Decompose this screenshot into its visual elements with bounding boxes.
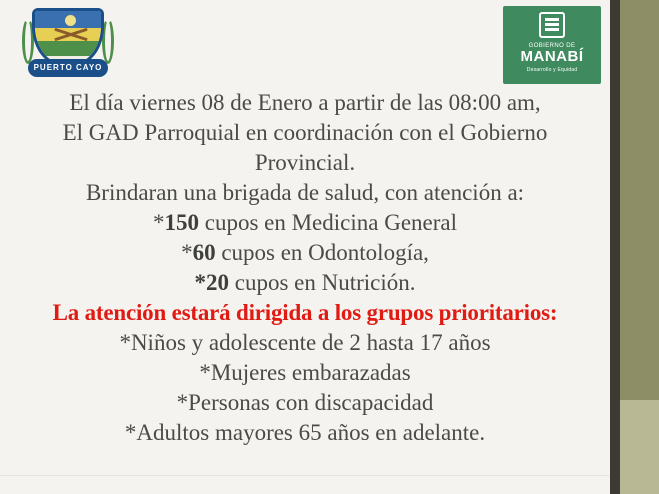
manabi-logo-line2: MANABÍ xyxy=(520,48,584,65)
quota-prefix: * xyxy=(181,240,193,265)
priority-group-item: *Adultos mayores 65 años en adelante. xyxy=(124,420,486,445)
crest-ribbon-label: PUERTO CAYO xyxy=(28,59,108,77)
announcement-line: Brindaran una brigada de salud, con atención a: xyxy=(85,180,525,205)
quota-count: 150 xyxy=(164,210,199,235)
quota-text: cupos en Nutrición. xyxy=(228,270,416,295)
gobierno-de-manabi-logo xyxy=(503,6,601,84)
priority-group-item: *Mujeres embarazadas xyxy=(199,360,411,385)
manabi-logo-line3: Desarrollo y Equidad xyxy=(526,67,578,73)
manabi-emblem-icon xyxy=(539,12,565,38)
crest-icon xyxy=(22,6,114,86)
priority-group-item: *Personas con discapacidad xyxy=(176,390,434,415)
announcement-line: El día viernes 08 de Enero a partir de las 08:00 am, xyxy=(69,90,541,115)
quota-text: cupos en Medicina General xyxy=(198,210,457,235)
priority-group-item: *Niños y adolescente de 2 hasta 17 años xyxy=(119,330,491,355)
quota-line xyxy=(0,208,610,238)
quota-prefix: * xyxy=(194,270,206,295)
right-olive-panel xyxy=(620,0,659,494)
quota-count: 60 xyxy=(192,240,216,265)
olive-panel-lower xyxy=(620,400,659,494)
announcement-body xyxy=(0,88,610,448)
puerto-cayo-crest-logo xyxy=(22,6,114,86)
right-dark-divider xyxy=(610,0,620,494)
announcement-line: Provincial. xyxy=(254,150,356,175)
olive-panel-upper xyxy=(620,0,659,400)
quota-line xyxy=(0,268,610,298)
manabi-logo-line1: GOBIERNO DE xyxy=(528,43,576,49)
quota-prefix: * xyxy=(152,210,165,235)
priority-groups-heading: La atención estará dirigida a los grupos prioritarios: xyxy=(52,300,558,325)
quota-line xyxy=(0,238,610,268)
quota-text: cupos en Odontología, xyxy=(215,240,429,265)
announcement-line: El GAD Parroquial en coordinación con el Gobierno xyxy=(62,120,548,145)
crest-band-green xyxy=(35,41,101,56)
bottom-strip xyxy=(0,475,610,494)
crest-shield-icon xyxy=(32,8,104,66)
quota-count: 20 xyxy=(205,270,229,295)
crest-sun-icon xyxy=(65,15,76,26)
